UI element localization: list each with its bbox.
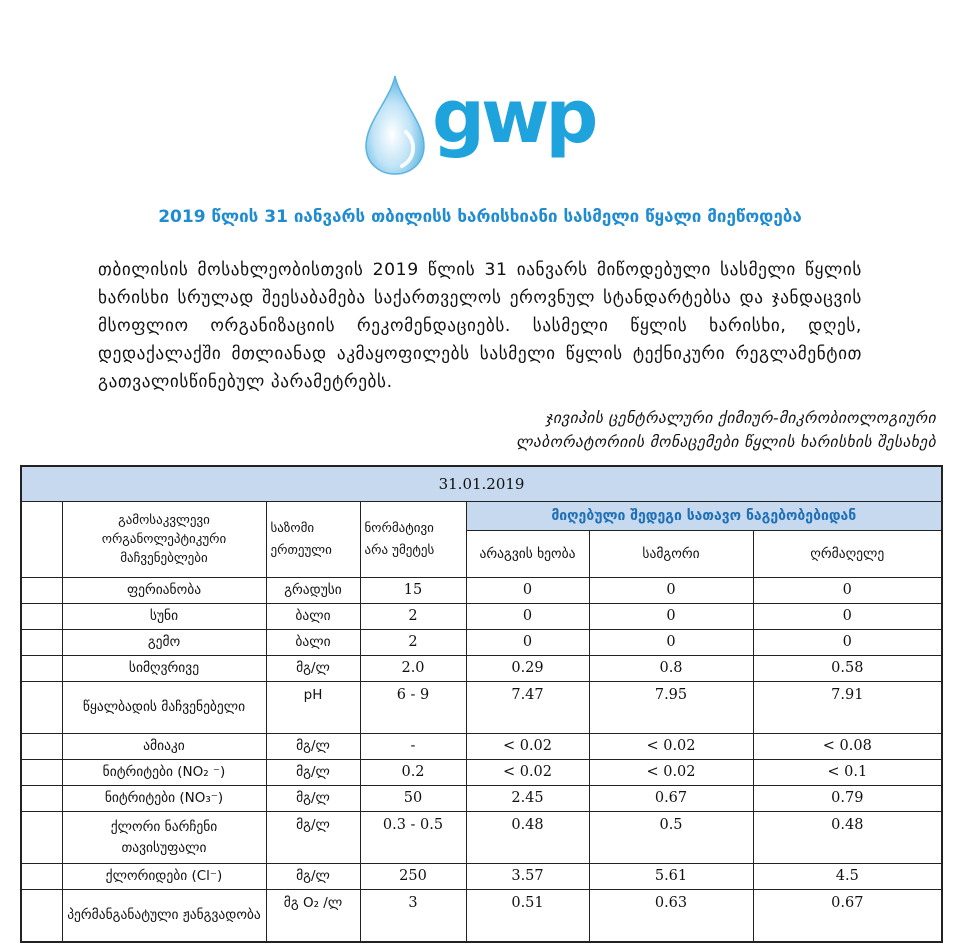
gwp-logo — [362, 70, 602, 180]
parameter-name: სიმღვრივე — [62, 656, 266, 682]
water-quality-table — [20, 465, 943, 943]
value-grmagele: 0.58 — [753, 656, 942, 682]
value-samgori: 7.95 — [589, 682, 753, 734]
value-samgori: < 0.02 — [589, 734, 753, 760]
table-row — [21, 734, 942, 760]
parameter-name: წყალბადის მაჩვენებელი — [62, 682, 266, 734]
norm-cell: 2.0 — [360, 656, 466, 682]
signature-line-2: ლაბორატორიის მონაცემები წყლის ხარისხის შესახებ — [516, 433, 936, 451]
row-index — [21, 760, 62, 786]
value-samgori: < 0.02 — [589, 760, 753, 786]
value-aragvi: 0.29 — [466, 656, 589, 682]
parameter-name: ქლორი ნარჩენი თავისუფალი — [62, 812, 266, 864]
unit-cell: მგ/ლ — [266, 864, 360, 890]
norm-cell: 6 - 9 — [360, 682, 466, 734]
unit-cell: ბალი — [266, 630, 360, 656]
parameter-name: ნიტრიტები (NO₃⁻) — [62, 786, 266, 812]
value-aragvi: < 0.02 — [466, 760, 589, 786]
value-grmagele: < 0.1 — [753, 760, 942, 786]
unit-cell: მგ/ლ — [266, 812, 360, 864]
table-row — [21, 760, 942, 786]
unit-cell: გრადუსი — [266, 578, 360, 604]
value-aragvi: 0.51 — [466, 890, 589, 943]
unit-header: საზომი ერთეული — [266, 502, 360, 578]
row-index — [21, 734, 62, 760]
value-aragvi: 0 — [466, 604, 589, 630]
value-grmagele: 0.48 — [753, 812, 942, 864]
parameter-name: ნიტრიტები (NO₂ ⁻) — [62, 760, 266, 786]
value-aragvi: 0 — [466, 578, 589, 604]
value-samgori: 0.63 — [589, 890, 753, 943]
row-index — [21, 890, 62, 943]
norm-cell: 2 — [360, 604, 466, 630]
value-samgori: 5.61 — [589, 864, 753, 890]
value-samgori: 0.67 — [589, 786, 753, 812]
unit-cell: მგ O₂ /ლ — [266, 890, 360, 943]
norm-cell: - — [360, 734, 466, 760]
value-aragvi: 7.47 — [466, 682, 589, 734]
row-index — [21, 630, 62, 656]
unit-cell: მგ/ლ — [266, 760, 360, 786]
value-grmagele: 0 — [753, 630, 942, 656]
table-body — [21, 578, 942, 943]
water-drop-icon — [366, 76, 424, 174]
value-grmagele: 0 — [753, 604, 942, 630]
table-row — [21, 812, 942, 864]
table-row — [21, 786, 942, 812]
table-row — [21, 604, 942, 630]
value-samgori: 0 — [589, 604, 753, 630]
unit-cell: მგ/ლ — [266, 656, 360, 682]
signature-line-1: ჯივიპის ცენტრალური ქიმიურ-მიკრობიოლოგიური — [545, 409, 936, 427]
value-aragvi: 2.45 — [466, 786, 589, 812]
logo-wordmark: gwp — [432, 74, 595, 160]
table-row — [21, 682, 942, 734]
value-grmagele: < 0.08 — [753, 734, 942, 760]
norm-cell: 0.3 - 0.5 — [360, 812, 466, 864]
parameter-name: პერმანგანატული ჟანგვადობა — [62, 890, 266, 943]
source-samgori-header: სამგორი — [589, 531, 753, 578]
parameter-name: სუნი — [62, 604, 266, 630]
parameter-header: გამოსაკვლევი ორგანოლეპტიკური მაჩვენებლები — [62, 502, 266, 578]
unit-cell: მგ/ლ — [266, 734, 360, 760]
value-samgori: 0 — [589, 630, 753, 656]
value-aragvi: 0.48 — [466, 812, 589, 864]
value-grmagele: 4.5 — [753, 864, 942, 890]
row-index — [21, 864, 62, 890]
value-grmagele: 0.79 — [753, 786, 942, 812]
value-samgori: 0.8 — [589, 656, 753, 682]
index-header — [21, 502, 62, 578]
value-grmagele: 0.67 — [753, 890, 942, 943]
row-index — [21, 812, 62, 864]
table-row — [21, 864, 942, 890]
results-header: მიღებული შედეგი სათავო ნაგებობებიდან — [466, 502, 942, 531]
value-samgori: 0 — [589, 578, 753, 604]
table-row — [21, 656, 942, 682]
norm-cell: 15 — [360, 578, 466, 604]
norm-cell: 250 — [360, 864, 466, 890]
table-row — [21, 578, 942, 604]
unit-cell: ბალი — [266, 604, 360, 630]
intro-paragraph: თბილისის მოსახლეობისთვის 2019 წლის 31 იანვარს მიწოდებული სასმელი წყლის ხარისხი სრულად შეესაბამება საქართველოს ეროვნულ სტანდარტებსა და ჯანდაცვის მსოფლიო ორგანიზაციის რეკომენდაციებს. სასმელი წყლის ხარისხი, დღეს, დედაქალაქში მთლიანად აკმაყოფილებს სასმელი წყლის ტექნიკური რეგლამენტით გათვალისწინებულ პარამეტრებს. — [98, 260, 862, 392]
parameter-name: ამიაკი — [62, 734, 266, 760]
lab-signature — [516, 406, 936, 454]
row-index — [21, 682, 62, 734]
page-title: 2019 წლის 31 იანვარს თბილისს ხარისხიანი სასმელი წყალი მიეწოდება — [158, 207, 802, 227]
parameter-name: ფერიანობა — [62, 578, 266, 604]
value-samgori: 0.5 — [589, 812, 753, 864]
value-grmagele: 0 — [753, 578, 942, 604]
parameter-name: გემო — [62, 630, 266, 656]
value-aragvi: 0 — [466, 630, 589, 656]
table-row — [21, 630, 942, 656]
source-grmagele-header: ღრმაღელე — [753, 531, 942, 578]
row-index — [21, 578, 62, 604]
unit-cell: pH — [266, 682, 360, 734]
table-row — [21, 890, 942, 943]
row-index — [21, 604, 62, 630]
value-aragvi: < 0.02 — [466, 734, 589, 760]
norm-cell: 50 — [360, 786, 466, 812]
norm-cell: 2 — [360, 630, 466, 656]
gwp-logo-graphic — [362, 70, 602, 180]
source-aragvi-header: არაგვის ხეობა — [466, 531, 589, 578]
norm-header: ნორმატივი არა უმეტეს — [360, 502, 466, 578]
row-index — [21, 786, 62, 812]
norm-cell: 0.2 — [360, 760, 466, 786]
unit-cell: მგ/ლ — [266, 786, 360, 812]
value-grmagele: 7.91 — [753, 682, 942, 734]
norm-cell: 3 — [360, 890, 466, 943]
parameter-name: ქლორიდები (Cl⁻) — [62, 864, 266, 890]
row-index — [21, 656, 62, 682]
table-date: 31.01.2019 — [21, 466, 942, 502]
value-aragvi: 3.57 — [466, 864, 589, 890]
